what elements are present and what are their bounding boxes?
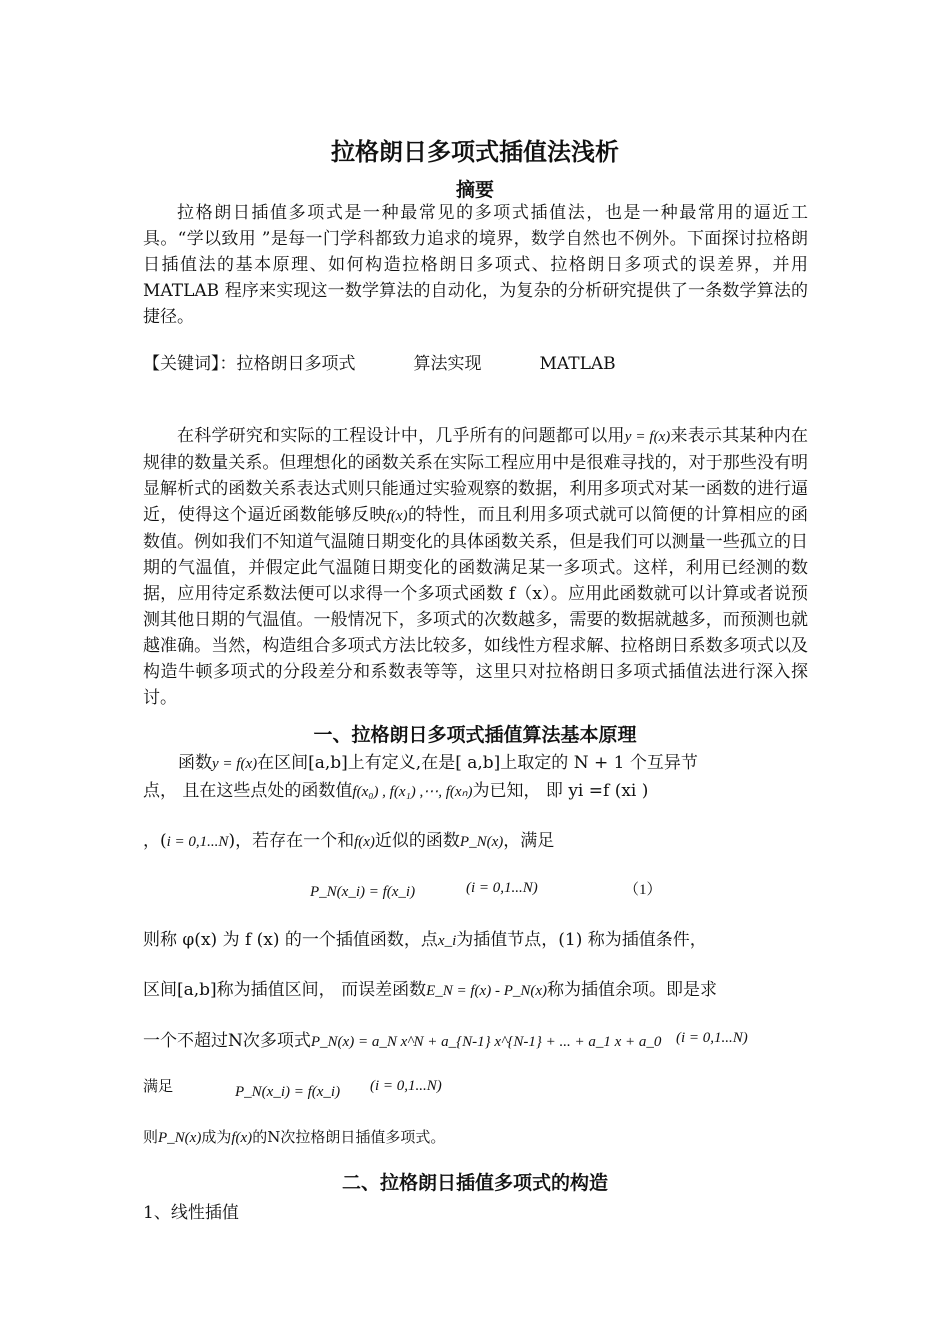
- function-values: f(x₀) , f(x₁) ,⋯, f(xₙ): [352, 784, 473, 800]
- intro-paragraph: 在科学研究和实际的工程设计中，几乎所有的问题都可以用y = f(x)来表示其某种内在规律的数量关系。但理想化的函数关系在实际工程应用中是很难寻找的，对于那些没有明显解析式的函数关系表达式则只能通过实验观察的数据，利用多项式对某一函数的进行逼近，使得这个逼近函数能够反映f(x)的特性，而且利用多项式就可以简便的计算相应的函数值。例如我们不知道气温随日期变化的具体函数关系，但是我们可以测量一些孤立的日期的气温值，并假定此气温随日期变化的函数满足某一多项式。这样，利用已经测的数据，应用待定系数法便可以求得一个多项式函数 f（x）。应用此函数就可以计算或者说预测其他日期的气温值。一般情况下，多项式的次数越多，需要的数据就越多，而预测也就越准确。当然，构造组合多项式方法比较多，如线性方程求解、拉格朗日系数多项式以及构造牛顿多项式的分段差分和系数表等等，这里只对拉格朗日多项式插值法进行深入探讨。: [143, 426, 809, 708]
- abstract-text: 拉格朗日插值多项式是一种最常见的多项式插值法，也是一种最常用的逼近工具。“学以致用 ”是每一门学科都致力追求的境界，数学自然也不例外。下面探讨拉格朗日插值法的基本原理、如何构造拉格朗日多项式、拉格朗日多项式的误差界，并用 MATLAB 程序来实现这一数学算法的自动化，为复杂的分析研究提供了一条数学算法的捷径。: [143, 203, 808, 327]
- subsection-linear-interpolation: 1、线性插值: [143, 1203, 239, 1223]
- inline-equation: y = f(x): [624, 429, 671, 445]
- condition-index-range: (i = 0,1...N): [466, 880, 538, 896]
- keywords-line: [143, 349, 616, 374]
- keyword-2: 算法实现: [413, 354, 482, 374]
- principle-line-5: 区间[a,b]称为插值区间， 而误差函数E_N = f(x) - P_N(x)称为插值余项。即是求: [143, 980, 718, 1000]
- interpolation-condition: P_N(x_i) = f(x_i): [310, 884, 416, 900]
- error-function: E_N = f(x) - P_N(x): [426, 983, 548, 999]
- abstract-heading: 摘要: [455, 179, 494, 201]
- satisfy-label: 满足: [143, 1077, 174, 1095]
- principle-line-8: 则P_N(x)成为f(x)的N次拉格朗日插值多项式。: [143, 1128, 446, 1146]
- inline-equation: f(x): [386, 508, 408, 524]
- keywords-label: 【关键词】：: [143, 354, 237, 374]
- polynomial-definition: P_N(x) = a_N x^N + a_{N-1} x^{N-1} + ... + a_1 x + a_0: [310, 1034, 662, 1050]
- principle-line-6: 一个不超过N次多项式P_N(x) = a_N x^N + a_{N-1} x^{N-1} + ... + a_1 x + a_0: [143, 1031, 662, 1051]
- equation-number: （1）: [624, 882, 662, 898]
- keyword-1: 拉格朗日多项式: [236, 354, 356, 374]
- principle-line-2: 点， 且在这些点处的函数值f(x₀) , f(x₁) ,⋯, f(xₙ)为已知， 即 yi =f (xi ): [143, 781, 649, 801]
- satisfy-equation: P_N(x_i) = f(x_i): [235, 1084, 341, 1100]
- paper-title: 拉格朗日多项式插值法浅析: [331, 138, 619, 166]
- polynomial-index-range: (i = 0,1...N): [676, 1030, 748, 1046]
- principle-line-1: 函数y = f(x)在区间[a,b]上有定义,在是[ a,b]上取定的 N + 1 个互异节: [178, 753, 698, 773]
- section-2-heading: 二、拉格朗日插值多项式的构造: [341, 1172, 608, 1194]
- satisfy-index-range: (i = 0,1...N): [370, 1078, 442, 1094]
- section-1-heading: 一、拉格朗日多项式插值算法基本原理: [313, 724, 637, 746]
- principle-line-4: 则称 φ(x) 为 f (x) 的一个插值函数，点x_i为插值节点，(1) 称为插值条件，: [143, 930, 707, 950]
- principle-line-3: ，(i = 0,1...N)，若存在一个和f(x)近似的函数P_N(x)，满足: [143, 831, 555, 851]
- keyword-3: MATLAB: [539, 354, 616, 374]
